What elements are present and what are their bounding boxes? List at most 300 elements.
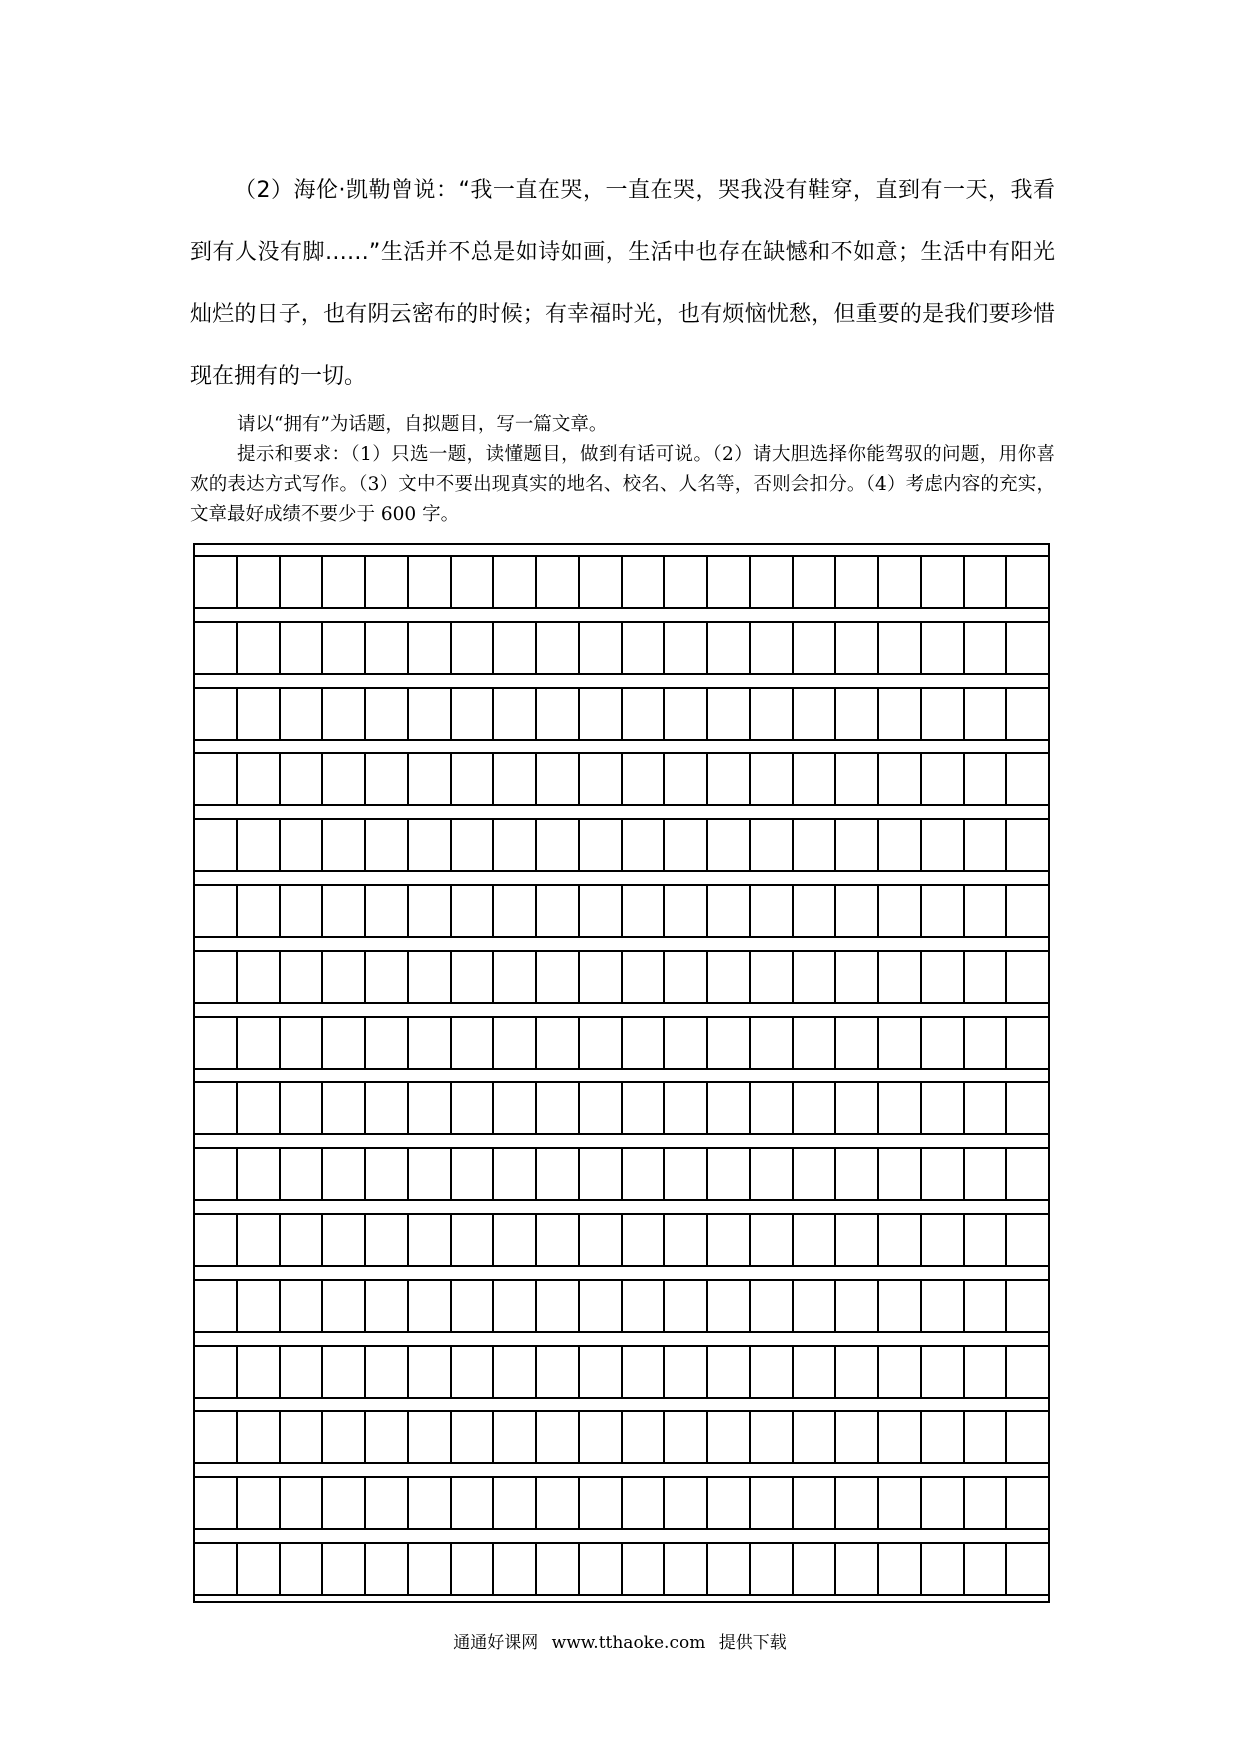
grid-cell[interactable] — [836, 1149, 879, 1199]
grid-cell[interactable] — [879, 1412, 922, 1462]
grid-cell[interactable] — [965, 623, 1008, 673]
grid-cell[interactable] — [494, 1412, 537, 1462]
grid-cell[interactable] — [708, 1083, 751, 1133]
grid-cell[interactable] — [580, 1478, 623, 1528]
writing-grid[interactable] — [193, 543, 1050, 1603]
grid-cell[interactable] — [409, 820, 452, 870]
grid-cell[interactable] — [195, 689, 238, 739]
grid-cell[interactable] — [281, 557, 324, 607]
grid-cell[interactable] — [452, 1478, 495, 1528]
grid-cell[interactable] — [537, 886, 580, 936]
grid-cell[interactable] — [323, 1215, 366, 1265]
grid-cell[interactable] — [665, 1083, 708, 1133]
grid-cell[interactable] — [665, 557, 708, 607]
grid-cell[interactable] — [879, 1215, 922, 1265]
grid-cell[interactable] — [922, 1544, 965, 1594]
grid-cell[interactable] — [1007, 1215, 1048, 1265]
grid-cell[interactable] — [537, 952, 580, 1002]
grid-cell[interactable] — [1007, 623, 1048, 673]
grid-cell[interactable] — [238, 1215, 281, 1265]
grid-cell[interactable] — [452, 1215, 495, 1265]
grid-cell[interactable] — [366, 952, 409, 1002]
grid-cell[interactable] — [195, 1215, 238, 1265]
grid-cell[interactable] — [452, 557, 495, 607]
grid-cell[interactable] — [965, 952, 1008, 1002]
grid-cell[interactable] — [836, 1347, 879, 1397]
grid-cell[interactable] — [665, 1412, 708, 1462]
grid-cell[interactable] — [366, 623, 409, 673]
grid-cell[interactable] — [836, 689, 879, 739]
grid-cell[interactable] — [323, 1281, 366, 1331]
grid-cell[interactable] — [494, 557, 537, 607]
grid-cell[interactable] — [922, 1281, 965, 1331]
grid-cell[interactable] — [794, 754, 837, 804]
grid-cell[interactable] — [836, 1478, 879, 1528]
grid-cell[interactable] — [922, 1018, 965, 1068]
grid-cell[interactable] — [580, 689, 623, 739]
grid-cell[interactable] — [922, 1412, 965, 1462]
grid-cell[interactable] — [366, 820, 409, 870]
grid-cell[interactable] — [623, 1018, 666, 1068]
grid-cell[interactable] — [323, 1149, 366, 1199]
grid-cell[interactable] — [281, 754, 324, 804]
grid-cell[interactable] — [409, 1018, 452, 1068]
grid-cell[interactable] — [281, 1083, 324, 1133]
grid-cell[interactable] — [238, 623, 281, 673]
grid-cell[interactable] — [580, 952, 623, 1002]
grid-cell[interactable] — [580, 1083, 623, 1133]
grid-cell[interactable] — [580, 1215, 623, 1265]
grid-cell[interactable] — [751, 886, 794, 936]
grid-cell[interactable] — [1007, 1544, 1048, 1594]
grid-cell[interactable] — [665, 1347, 708, 1397]
grid-cell[interactable] — [623, 1281, 666, 1331]
grid-cell[interactable] — [708, 557, 751, 607]
grid-cell[interactable] — [794, 886, 837, 936]
grid-cell[interactable] — [922, 1149, 965, 1199]
grid-cell[interactable] — [281, 886, 324, 936]
grid-cell[interactable] — [323, 1544, 366, 1594]
grid-cell[interactable] — [879, 820, 922, 870]
grid-cell[interactable] — [366, 689, 409, 739]
grid-cell[interactable] — [494, 1347, 537, 1397]
grid-cell[interactable] — [238, 754, 281, 804]
grid-cell[interactable] — [366, 1018, 409, 1068]
grid-cell[interactable] — [195, 952, 238, 1002]
grid-cell[interactable] — [195, 1083, 238, 1133]
grid-cell[interactable] — [494, 1544, 537, 1594]
grid-cell[interactable] — [922, 1347, 965, 1397]
grid-cell[interactable] — [537, 1018, 580, 1068]
grid-cell[interactable] — [623, 1412, 666, 1462]
grid-cell[interactable] — [494, 886, 537, 936]
grid-cell[interactable] — [751, 1544, 794, 1594]
grid-cell[interactable] — [238, 1412, 281, 1462]
grid-cell[interactable] — [494, 1083, 537, 1133]
grid-cell[interactable] — [665, 754, 708, 804]
grid-cell[interactable] — [452, 820, 495, 870]
grid-cell[interactable] — [366, 1347, 409, 1397]
grid-cell[interactable] — [751, 1478, 794, 1528]
grid-cell[interactable] — [751, 1083, 794, 1133]
grid-cell[interactable] — [580, 1412, 623, 1462]
grid-cell[interactable] — [751, 557, 794, 607]
grid-cell[interactable] — [409, 1149, 452, 1199]
grid-cell[interactable] — [1007, 689, 1048, 739]
grid-cell[interactable] — [537, 1478, 580, 1528]
grid-cell[interactable] — [195, 754, 238, 804]
grid-cell[interactable] — [879, 886, 922, 936]
grid-cell[interactable] — [922, 557, 965, 607]
grid-cell[interactable] — [281, 1018, 324, 1068]
grid-cell[interactable] — [879, 952, 922, 1002]
grid-cell[interactable] — [751, 1412, 794, 1462]
grid-cell[interactable] — [965, 1281, 1008, 1331]
grid-cell[interactable] — [323, 1018, 366, 1068]
grid-cell[interactable] — [580, 1281, 623, 1331]
grid-cell[interactable] — [409, 1083, 452, 1133]
grid-cell[interactable] — [623, 952, 666, 1002]
grid-cell[interactable] — [452, 1083, 495, 1133]
grid-cell[interactable] — [879, 1149, 922, 1199]
grid-cell[interactable] — [494, 754, 537, 804]
grid-cell[interactable] — [879, 623, 922, 673]
grid-cell[interactable] — [623, 557, 666, 607]
grid-cell[interactable] — [409, 952, 452, 1002]
grid-cell[interactable] — [836, 1083, 879, 1133]
grid-cell[interactable] — [366, 1281, 409, 1331]
grid-cell[interactable] — [708, 1544, 751, 1594]
grid-cell[interactable] — [409, 1478, 452, 1528]
grid-cell[interactable] — [922, 754, 965, 804]
grid-cell[interactable] — [238, 1478, 281, 1528]
grid-cell[interactable] — [195, 820, 238, 870]
grid-cell[interactable] — [623, 623, 666, 673]
grid-cell[interactable] — [794, 557, 837, 607]
grid-cell[interactable] — [580, 754, 623, 804]
grid-cell[interactable] — [195, 1281, 238, 1331]
grid-cell[interactable] — [537, 1149, 580, 1199]
grid-cell[interactable] — [238, 1347, 281, 1397]
grid-cell[interactable] — [195, 886, 238, 936]
grid-cell[interactable] — [452, 1149, 495, 1199]
grid-cell[interactable] — [366, 754, 409, 804]
grid-cell[interactable] — [836, 952, 879, 1002]
grid-cell[interactable] — [1007, 1149, 1048, 1199]
grid-cell[interactable] — [665, 689, 708, 739]
grid-cell[interactable] — [708, 1412, 751, 1462]
grid-cell[interactable] — [195, 1347, 238, 1397]
grid-cell[interactable] — [1007, 1018, 1048, 1068]
grid-cell[interactable] — [238, 1083, 281, 1133]
grid-cell[interactable] — [965, 1083, 1008, 1133]
grid-cell[interactable] — [323, 623, 366, 673]
grid-cell[interactable] — [238, 557, 281, 607]
grid-cell[interactable] — [494, 623, 537, 673]
grid-cell[interactable] — [794, 1478, 837, 1528]
grid-cell[interactable] — [623, 1215, 666, 1265]
grid-cell[interactable] — [708, 820, 751, 870]
grid-cell[interactable] — [238, 952, 281, 1002]
grid-cell[interactable] — [623, 1083, 666, 1133]
grid-cell[interactable] — [409, 886, 452, 936]
grid-cell[interactable] — [323, 820, 366, 870]
grid-cell[interactable] — [751, 689, 794, 739]
grid-cell[interactable] — [794, 1215, 837, 1265]
grid-cell[interactable] — [580, 1347, 623, 1397]
grid-cell[interactable] — [452, 623, 495, 673]
grid-cell[interactable] — [708, 952, 751, 1002]
grid-cell[interactable] — [965, 557, 1008, 607]
grid-cell[interactable] — [1007, 754, 1048, 804]
grid-cell[interactable] — [580, 886, 623, 936]
grid-cell[interactable] — [794, 820, 837, 870]
grid-cell[interactable] — [409, 1215, 452, 1265]
grid-cell[interactable] — [836, 1281, 879, 1331]
grid-cell[interactable] — [836, 1215, 879, 1265]
grid-cell[interactable] — [366, 1544, 409, 1594]
grid-cell[interactable] — [836, 820, 879, 870]
grid-cell[interactable] — [580, 820, 623, 870]
grid-cell[interactable] — [623, 1347, 666, 1397]
grid-cell[interactable] — [366, 1215, 409, 1265]
grid-cell[interactable] — [580, 1149, 623, 1199]
grid-cell[interactable] — [708, 754, 751, 804]
grid-cell[interactable] — [1007, 1347, 1048, 1397]
grid-cell[interactable] — [665, 1149, 708, 1199]
grid-cell[interactable] — [965, 1544, 1008, 1594]
grid-cell[interactable] — [794, 1281, 837, 1331]
grid-cell[interactable] — [879, 1281, 922, 1331]
grid-cell[interactable] — [751, 1281, 794, 1331]
grid-cell[interactable] — [922, 952, 965, 1002]
grid-cell[interactable] — [836, 754, 879, 804]
grid-cell[interactable] — [879, 689, 922, 739]
grid-cell[interactable] — [323, 952, 366, 1002]
grid-cell[interactable] — [366, 1478, 409, 1528]
grid-cell[interactable] — [323, 1347, 366, 1397]
grid-cell[interactable] — [281, 820, 324, 870]
grid-cell[interactable] — [965, 1018, 1008, 1068]
grid-cell[interactable] — [281, 1412, 324, 1462]
grid-cell[interactable] — [323, 886, 366, 936]
grid-cell[interactable] — [708, 623, 751, 673]
grid-cell[interactable] — [665, 952, 708, 1002]
grid-cell[interactable] — [794, 1412, 837, 1462]
grid-cell[interactable] — [879, 754, 922, 804]
grid-cell[interactable] — [794, 1347, 837, 1397]
grid-cell[interactable] — [922, 623, 965, 673]
grid-cell[interactable] — [751, 820, 794, 870]
grid-cell[interactable] — [965, 1347, 1008, 1397]
grid-cell[interactable] — [794, 689, 837, 739]
grid-cell[interactable] — [537, 754, 580, 804]
grid-cell[interactable] — [708, 689, 751, 739]
grid-cell[interactable] — [922, 886, 965, 936]
grid-cell[interactable] — [665, 1544, 708, 1594]
grid-cell[interactable] — [366, 1412, 409, 1462]
grid-cell[interactable] — [238, 689, 281, 739]
grid-cell[interactable] — [452, 886, 495, 936]
grid-cell[interactable] — [1007, 1083, 1048, 1133]
grid-cell[interactable] — [281, 1347, 324, 1397]
grid-cell[interactable] — [623, 886, 666, 936]
grid-cell[interactable] — [751, 952, 794, 1002]
grid-cell[interactable] — [965, 886, 1008, 936]
grid-cell[interactable] — [922, 1215, 965, 1265]
grid-cell[interactable] — [708, 1018, 751, 1068]
grid-cell[interactable] — [922, 1083, 965, 1133]
grid-cell[interactable] — [281, 1215, 324, 1265]
grid-cell[interactable] — [580, 623, 623, 673]
grid-cell[interactable] — [708, 1478, 751, 1528]
grid-cell[interactable] — [409, 1347, 452, 1397]
grid-cell[interactable] — [794, 1018, 837, 1068]
grid-cell[interactable] — [409, 557, 452, 607]
grid-cell[interactable] — [623, 1544, 666, 1594]
grid-cell[interactable] — [195, 1544, 238, 1594]
grid-cell[interactable] — [794, 952, 837, 1002]
grid-cell[interactable] — [366, 1083, 409, 1133]
grid-cell[interactable] — [665, 1018, 708, 1068]
grid-cell[interactable] — [1007, 886, 1048, 936]
grid-cell[interactable] — [452, 1347, 495, 1397]
grid-cell[interactable] — [494, 1149, 537, 1199]
grid-cell[interactable] — [238, 1018, 281, 1068]
grid-cell[interactable] — [366, 886, 409, 936]
grid-cell[interactable] — [623, 820, 666, 870]
grid-cell[interactable] — [537, 689, 580, 739]
grid-cell[interactable] — [281, 1544, 324, 1594]
grid-cell[interactable] — [494, 689, 537, 739]
grid-cell[interactable] — [665, 623, 708, 673]
grid-cell[interactable] — [1007, 1412, 1048, 1462]
grid-cell[interactable] — [409, 689, 452, 739]
grid-cell[interactable] — [238, 1544, 281, 1594]
grid-cell[interactable] — [281, 1281, 324, 1331]
grid-cell[interactable] — [537, 1347, 580, 1397]
grid-cell[interactable] — [751, 1215, 794, 1265]
grid-cell[interactable] — [452, 952, 495, 1002]
grid-cell[interactable] — [836, 1018, 879, 1068]
grid-cell[interactable] — [751, 1347, 794, 1397]
grid-cell[interactable] — [836, 623, 879, 673]
grid-cell[interactable] — [794, 623, 837, 673]
grid-cell[interactable] — [452, 1412, 495, 1462]
grid-cell[interactable] — [195, 1412, 238, 1462]
grid-cell[interactable] — [965, 1478, 1008, 1528]
grid-cell[interactable] — [537, 623, 580, 673]
grid-cell[interactable] — [922, 1478, 965, 1528]
grid-cell[interactable] — [665, 886, 708, 936]
grid-cell[interactable] — [965, 820, 1008, 870]
grid-cell[interactable] — [751, 1149, 794, 1199]
grid-cell[interactable] — [494, 1478, 537, 1528]
grid-cell[interactable] — [494, 1215, 537, 1265]
grid-cell[interactable] — [623, 689, 666, 739]
grid-cell[interactable] — [281, 623, 324, 673]
grid-cell[interactable] — [965, 1215, 1008, 1265]
grid-cell[interactable] — [580, 557, 623, 607]
grid-cell[interactable] — [751, 1018, 794, 1068]
grid-cell[interactable] — [195, 1478, 238, 1528]
grid-cell[interactable] — [879, 1347, 922, 1397]
grid-cell[interactable] — [836, 886, 879, 936]
grid-cell[interactable] — [281, 952, 324, 1002]
grid-cell[interactable] — [366, 557, 409, 607]
grid-cell[interactable] — [494, 952, 537, 1002]
grid-cell[interactable] — [323, 754, 366, 804]
grid-cell[interactable] — [195, 557, 238, 607]
grid-cell[interactable] — [665, 1215, 708, 1265]
grid-cell[interactable] — [494, 1281, 537, 1331]
grid-cell[interactable] — [665, 1281, 708, 1331]
grid-cell[interactable] — [537, 820, 580, 870]
grid-cell[interactable] — [537, 1412, 580, 1462]
grid-cell[interactable] — [794, 1083, 837, 1133]
grid-cell[interactable] — [708, 1215, 751, 1265]
grid-cell[interactable] — [409, 1412, 452, 1462]
grid-cell[interactable] — [281, 689, 324, 739]
grid-cell[interactable] — [836, 557, 879, 607]
grid-cell[interactable] — [965, 1412, 1008, 1462]
grid-cell[interactable] — [1007, 1478, 1048, 1528]
grid-cell[interactable] — [323, 1412, 366, 1462]
grid-cell[interactable] — [879, 1018, 922, 1068]
grid-cell[interactable] — [409, 754, 452, 804]
grid-cell[interactable] — [323, 1478, 366, 1528]
grid-cell[interactable] — [794, 1544, 837, 1594]
grid-cell[interactable] — [494, 1018, 537, 1068]
grid-cell[interactable] — [1007, 820, 1048, 870]
grid-cell[interactable] — [965, 689, 1008, 739]
grid-cell[interactable] — [580, 1544, 623, 1594]
grid-cell[interactable] — [537, 1215, 580, 1265]
grid-cell[interactable] — [537, 1281, 580, 1331]
grid-cell[interactable] — [537, 557, 580, 607]
grid-cell[interactable] — [708, 1281, 751, 1331]
grid-cell[interactable] — [323, 1083, 366, 1133]
grid-cell[interactable] — [665, 820, 708, 870]
grid-cell[interactable] — [965, 754, 1008, 804]
grid-cell[interactable] — [238, 1281, 281, 1331]
grid-cell[interactable] — [409, 623, 452, 673]
grid-cell[interactable] — [623, 1149, 666, 1199]
grid-cell[interactable] — [494, 820, 537, 870]
grid-cell[interactable] — [238, 1149, 281, 1199]
grid-cell[interactable] — [623, 1478, 666, 1528]
grid-cell[interactable] — [195, 1149, 238, 1199]
grid-cell[interactable] — [665, 1478, 708, 1528]
grid-cell[interactable] — [708, 1149, 751, 1199]
grid-cell[interactable] — [623, 754, 666, 804]
grid-cell[interactable] — [195, 1018, 238, 1068]
grid-cell[interactable] — [708, 1347, 751, 1397]
grid-cell[interactable] — [708, 886, 751, 936]
grid-cell[interactable] — [366, 1149, 409, 1199]
grid-cell[interactable] — [580, 1018, 623, 1068]
grid-cell[interactable] — [1007, 557, 1048, 607]
grid-cell[interactable] — [238, 820, 281, 870]
grid-cell[interactable] — [452, 689, 495, 739]
grid-cell[interactable] — [409, 1544, 452, 1594]
grid-cell[interactable] — [879, 1083, 922, 1133]
grid-cell[interactable] — [836, 1544, 879, 1594]
grid-cell[interactable] — [323, 689, 366, 739]
grid-cell[interactable] — [238, 886, 281, 936]
grid-cell[interactable] — [323, 557, 366, 607]
grid-cell[interactable] — [879, 557, 922, 607]
